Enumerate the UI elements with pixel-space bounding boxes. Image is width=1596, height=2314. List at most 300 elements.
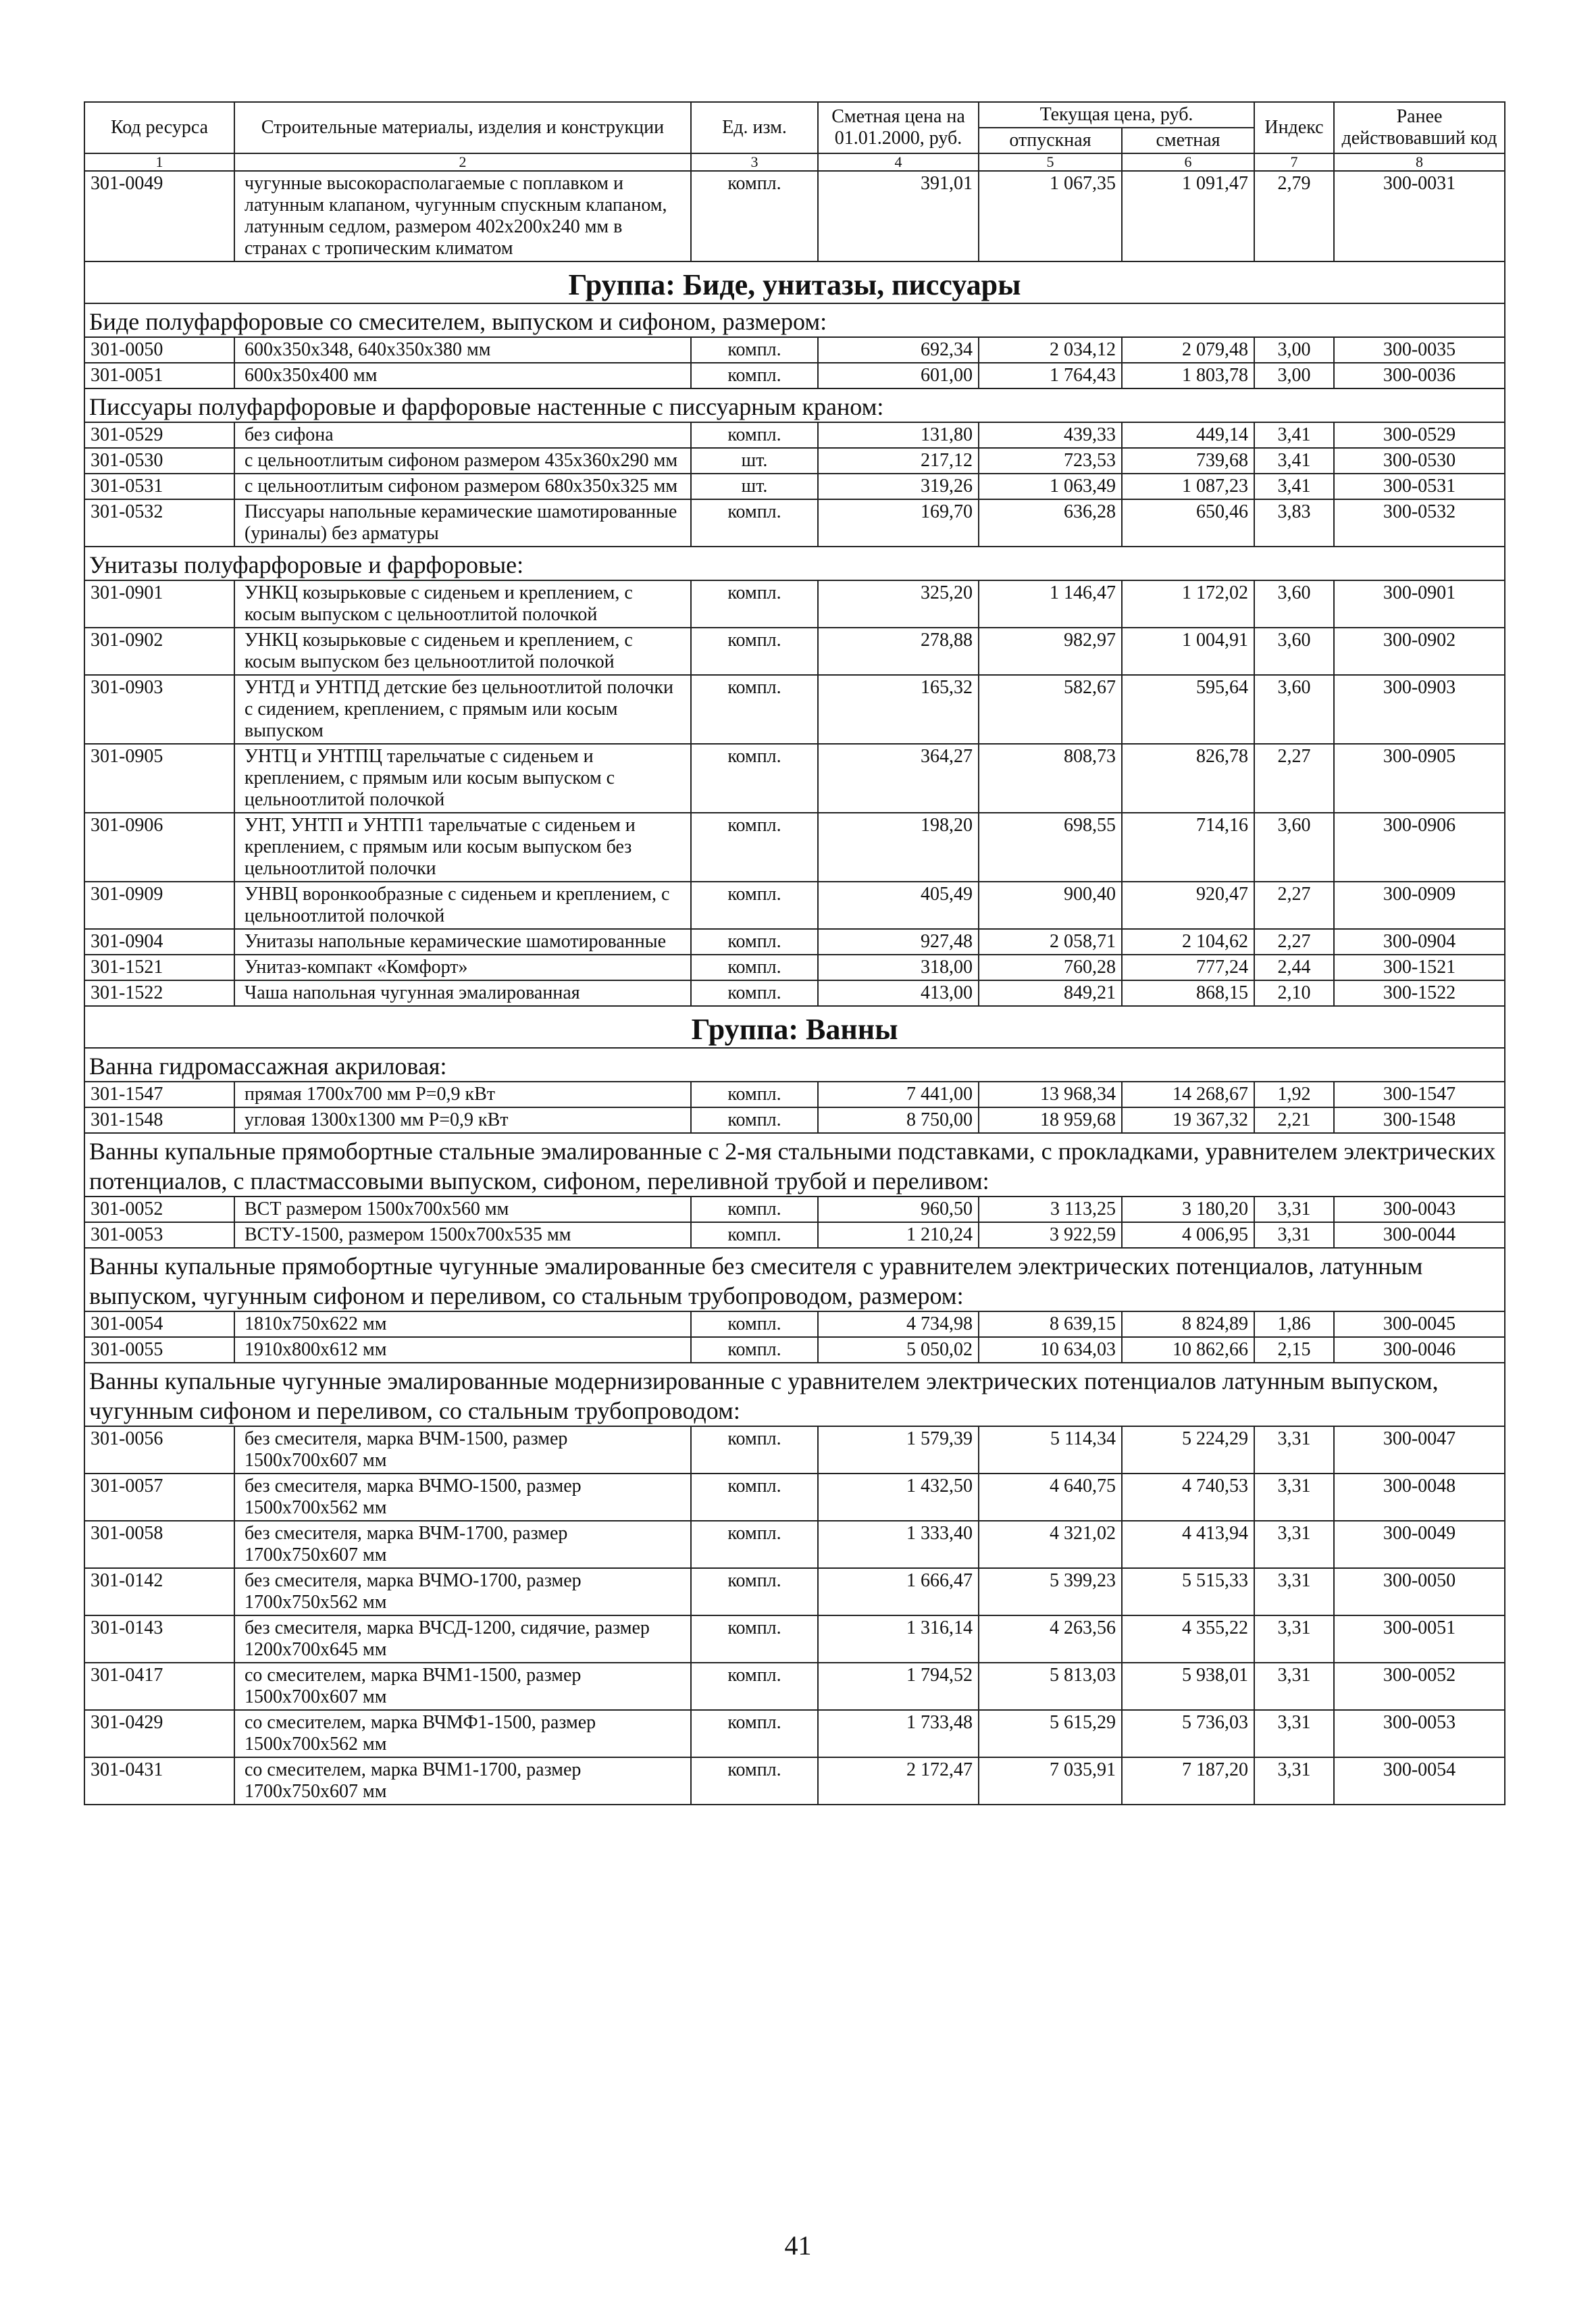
- header-materials: Строительные материалы, изделия и конструкции: [234, 102, 691, 153]
- release-price: 2 058,71: [979, 929, 1122, 955]
- unit-cell: шт.: [691, 448, 818, 474]
- estimate-price: 1 091,47: [1122, 171, 1254, 261]
- estimate-price: 19 367,32: [1122, 1107, 1254, 1133]
- resource-code: 301-0050: [84, 337, 234, 363]
- estimate-price-2000: 198,20: [818, 813, 979, 882]
- table-row: [84, 1082, 1505, 1107]
- estimate-price-2000: 278,88: [818, 628, 979, 675]
- subgroup-title-row: [84, 388, 1505, 422]
- resource-code: 301-1548: [84, 1107, 234, 1133]
- material-description: без смесителя, марка ВЧМО-1700, размер 1700х750х562 мм: [234, 1568, 691, 1615]
- estimate-price-2000: 131,80: [818, 422, 979, 448]
- estimate-price: 5 938,01: [1122, 1663, 1254, 1710]
- resource-code: 301-0531: [84, 474, 234, 499]
- estimate-price-2000: 1 794,52: [818, 1663, 979, 1710]
- previous-code: 300-0035: [1334, 337, 1505, 363]
- table-row: [84, 980, 1505, 1006]
- index-value: 3,60: [1254, 580, 1334, 628]
- resource-code: 301-0909: [84, 882, 234, 929]
- material-description: без смесителя, марка ВЧМО-1500, размер 1500х700х562 мм: [234, 1474, 691, 1521]
- resource-code: 301-0904: [84, 929, 234, 955]
- estimate-price: 4 006,95: [1122, 1222, 1254, 1248]
- estimate-price: 1 087,23: [1122, 474, 1254, 499]
- previous-code: 300-0904: [1334, 929, 1505, 955]
- estimate-price: 14 268,67: [1122, 1082, 1254, 1107]
- index-value: 2,10: [1254, 980, 1334, 1006]
- index-value: 3,31: [1254, 1710, 1334, 1757]
- table-row: [84, 744, 1505, 813]
- unit-cell: компл.: [691, 1311, 818, 1337]
- material-description: ВСТУ-1500, размером 1500х700х535 мм: [234, 1222, 691, 1248]
- material-description: с цельноотлитым сифоном размером 435х360х290 мм: [234, 448, 691, 474]
- table-row: [84, 882, 1505, 929]
- material-description: без смесителя, марка ВЧСД-1200, сидячие, размер 1200х700х645 мм: [234, 1615, 691, 1663]
- unit-cell: компл.: [691, 882, 818, 929]
- estimate-price: 650,46: [1122, 499, 1254, 547]
- resource-code: 301-1547: [84, 1082, 234, 1107]
- table-row: [84, 1615, 1505, 1663]
- index-value: 3,60: [1254, 628, 1334, 675]
- material-description: со смесителем, марка ВЧМФ1-1500, размер 1500х700х562 мм: [234, 1710, 691, 1757]
- material-description: Унитаз-компакт «Комфорт»: [234, 955, 691, 980]
- estimate-price: 10 862,66: [1122, 1337, 1254, 1363]
- material-description: без сифона: [234, 422, 691, 448]
- material-description: Унитазы напольные керамические шамотированные: [234, 929, 691, 955]
- index-value: 3,60: [1254, 675, 1334, 744]
- estimate-price: 8 824,89: [1122, 1311, 1254, 1337]
- index-value: 2,44: [1254, 955, 1334, 980]
- index-value: 2,27: [1254, 929, 1334, 955]
- column-number: 1: [84, 153, 234, 171]
- material-description: 1910х800х612 мм: [234, 1337, 691, 1363]
- material-description: Писсуары напольные керамические шамотированные (уриналы) без арматуры: [234, 499, 691, 547]
- previous-code: 300-0909: [1334, 882, 1505, 929]
- index-value: 1,86: [1254, 1311, 1334, 1337]
- resource-code: 301-0417: [84, 1663, 234, 1710]
- release-price: 808,73: [979, 744, 1122, 813]
- table-row: [84, 628, 1505, 675]
- release-price: 8 639,15: [979, 1311, 1122, 1337]
- subgroup-title-row: [84, 1133, 1505, 1197]
- previous-code: 300-0043: [1334, 1197, 1505, 1222]
- subgroup-title: Писсуары полуфарфоровые и фарфоровые настенные с писсуарным краном:: [84, 388, 1505, 422]
- unit-cell: компл.: [691, 422, 818, 448]
- previous-code: 300-1548: [1334, 1107, 1505, 1133]
- estimate-price-2000: 1 316,14: [818, 1615, 979, 1663]
- unit-cell: компл.: [691, 499, 818, 547]
- estimate-price-2000: 364,27: [818, 744, 979, 813]
- unit-cell: компл.: [691, 1426, 818, 1474]
- header-index: Индекс: [1254, 102, 1334, 153]
- release-price: 4 263,56: [979, 1615, 1122, 1663]
- column-numbers-row: [84, 153, 1505, 171]
- index-value: 3,31: [1254, 1615, 1334, 1663]
- resource-code: 301-0055: [84, 1337, 234, 1363]
- resource-code: 301-0142: [84, 1568, 234, 1615]
- table-row: [84, 1107, 1505, 1133]
- price-table-page: [84, 101, 1504, 1805]
- estimate-price: 4 413,94: [1122, 1521, 1254, 1568]
- previous-code: 300-0050: [1334, 1568, 1505, 1615]
- material-description: УНТЦ и УНТПЦ тарельчатые с сиденьем и креплением, с прямым или косым выпуском с цельноотлитой полочкой: [234, 744, 691, 813]
- header-current: Текущая цена, руб.: [979, 102, 1254, 128]
- group-title-row: [84, 261, 1505, 303]
- unit-cell: компл.: [691, 1615, 818, 1663]
- unit-cell: компл.: [691, 1107, 818, 1133]
- unit-cell: компл.: [691, 171, 818, 261]
- material-description: ВСТ размером 1500х700х560 мм: [234, 1197, 691, 1222]
- estimate-price: 1 172,02: [1122, 580, 1254, 628]
- estimate-price: 449,14: [1122, 422, 1254, 448]
- table-body: [84, 171, 1505, 1805]
- estimate-price: 4 355,22: [1122, 1615, 1254, 1663]
- resource-code: 301-0905: [84, 744, 234, 813]
- resource-code: 301-0530: [84, 448, 234, 474]
- unit-cell: компл.: [691, 955, 818, 980]
- index-value: 3,31: [1254, 1568, 1334, 1615]
- material-description: с цельноотлитым сифоном размером 680х350х325 мм: [234, 474, 691, 499]
- previous-code: 300-0046: [1334, 1337, 1505, 1363]
- release-price: 4 640,75: [979, 1474, 1122, 1521]
- group-title: Группа: Биде, унитазы, писсуары: [84, 261, 1505, 303]
- unit-cell: компл.: [691, 1663, 818, 1710]
- unit-cell: компл.: [691, 929, 818, 955]
- estimate-price-2000: 5 050,02: [818, 1337, 979, 1363]
- previous-code: 300-0529: [1334, 422, 1505, 448]
- previous-code: 300-0049: [1334, 1521, 1505, 1568]
- group-title-row: [84, 1006, 1505, 1048]
- release-price: 1 067,35: [979, 171, 1122, 261]
- estimate-price-2000: 927,48: [818, 929, 979, 955]
- unit-cell: компл.: [691, 580, 818, 628]
- release-price: 18 959,68: [979, 1107, 1122, 1133]
- material-description: УНТД и УНТПД детские без цельноотлитой полочки с сидением, креплением, с прямым или косым выпуском: [234, 675, 691, 744]
- price-table: [84, 101, 1505, 1805]
- release-price: 3 113,25: [979, 1197, 1122, 1222]
- index-value: 2,79: [1254, 171, 1334, 261]
- unit-cell: компл.: [691, 744, 818, 813]
- release-price: 1 146,47: [979, 580, 1122, 628]
- index-value: 2,21: [1254, 1107, 1334, 1133]
- estimate-price: 595,64: [1122, 675, 1254, 744]
- material-description: Чаша напольная чугунная эмалированная: [234, 980, 691, 1006]
- estimate-price-2000: 318,00: [818, 955, 979, 980]
- previous-code: 300-0902: [1334, 628, 1505, 675]
- subgroup-title-row: [84, 1048, 1505, 1082]
- table-row: [84, 929, 1505, 955]
- table-row: [84, 1663, 1505, 1710]
- release-price: 5 813,03: [979, 1663, 1122, 1710]
- table-row: [84, 337, 1505, 363]
- resource-code: 301-0057: [84, 1474, 234, 1521]
- release-price: 10 634,03: [979, 1337, 1122, 1363]
- resource-code: 301-0049: [84, 171, 234, 261]
- index-value: 1,92: [1254, 1082, 1334, 1107]
- previous-code: 300-1547: [1334, 1082, 1505, 1107]
- release-price: 439,33: [979, 422, 1122, 448]
- release-price: 5 399,23: [979, 1568, 1122, 1615]
- column-number: 5: [979, 153, 1122, 171]
- index-value: 3,31: [1254, 1426, 1334, 1474]
- estimate-price: 1 803,78: [1122, 363, 1254, 388]
- previous-code: 300-0031: [1334, 171, 1505, 261]
- table-row: [84, 675, 1505, 744]
- release-price: 760,28: [979, 955, 1122, 980]
- estimate-price-2000: 1 210,24: [818, 1222, 979, 1248]
- unit-cell: компл.: [691, 813, 818, 882]
- resource-code: 301-0053: [84, 1222, 234, 1248]
- estimate-price-2000: 2 172,47: [818, 1757, 979, 1805]
- table-row: [84, 1337, 1505, 1363]
- index-value: 3,31: [1254, 1222, 1334, 1248]
- estimate-price: 2 104,62: [1122, 929, 1254, 955]
- index-value: 2,15: [1254, 1337, 1334, 1363]
- index-value: 3,41: [1254, 474, 1334, 499]
- material-description: 600х350х348, 640х350х380 мм: [234, 337, 691, 363]
- subgroup-title: Унитазы полуфарфоровые и фарфоровые:: [84, 547, 1505, 580]
- unit-cell: компл.: [691, 363, 818, 388]
- estimate-price: 777,24: [1122, 955, 1254, 980]
- table-row: [84, 474, 1505, 499]
- estimate-price: 1 004,91: [1122, 628, 1254, 675]
- previous-code: 300-0531: [1334, 474, 1505, 499]
- header-est-price: Сметная цена на 01.01.2000, руб.: [818, 102, 979, 153]
- estimate-price-2000: 217,12: [818, 448, 979, 474]
- table-row: [84, 1222, 1505, 1248]
- table-row: [84, 1426, 1505, 1474]
- previous-code: 300-0901: [1334, 580, 1505, 628]
- resource-code: 301-0429: [84, 1710, 234, 1757]
- material-description: УНВЦ воронкообразные с сиденьем и креплением, с цельноотлитой полочкой: [234, 882, 691, 929]
- table-row: [84, 955, 1505, 980]
- table-row: [84, 422, 1505, 448]
- index-value: 3,00: [1254, 337, 1334, 363]
- previous-code: 300-0045: [1334, 1311, 1505, 1337]
- release-price: 13 968,34: [979, 1082, 1122, 1107]
- index-value: 3,60: [1254, 813, 1334, 882]
- index-value: 2,27: [1254, 882, 1334, 929]
- resource-code: 301-1522: [84, 980, 234, 1006]
- release-price: 5 615,29: [979, 1710, 1122, 1757]
- estimate-price: 5 515,33: [1122, 1568, 1254, 1615]
- column-number: 2: [234, 153, 691, 171]
- material-description: УНКЦ козырьковые с сиденьем и креплением, с косым выпуском без цельноотлитой полочкой: [234, 628, 691, 675]
- previous-code: 300-0047: [1334, 1426, 1505, 1474]
- subgroup-title: Ванны купальные прямобортные стальные эмалированные с 2-мя стальными подставками, с прокладками, уравнителем электрических потенциалов, с пластмассовыми выпуском, сифоном, переливной трубой и переливом:: [84, 1133, 1505, 1197]
- index-value: 3,41: [1254, 448, 1334, 474]
- table-row: [84, 1710, 1505, 1757]
- index-value: 3,00: [1254, 363, 1334, 388]
- resource-code: 301-0901: [84, 580, 234, 628]
- subgroup-title: Биде полуфарфоровые со смесителем, выпуском и сифоном, размером:: [84, 303, 1505, 337]
- material-description: прямая 1700х700 мм Р=0,9 кВт: [234, 1082, 691, 1107]
- table-row: [84, 1311, 1505, 1337]
- group-title: Группа: Ванны: [84, 1006, 1505, 1048]
- previous-code: 300-0905: [1334, 744, 1505, 813]
- estimate-price: 2 079,48: [1122, 337, 1254, 363]
- release-price: 698,55: [979, 813, 1122, 882]
- unit-cell: шт.: [691, 474, 818, 499]
- index-value: 3,83: [1254, 499, 1334, 547]
- resource-code: 301-0051: [84, 363, 234, 388]
- table-row: [84, 363, 1505, 388]
- previous-code: 300-0053: [1334, 1710, 1505, 1757]
- table-row: [84, 1568, 1505, 1615]
- previous-code: 300-0048: [1334, 1474, 1505, 1521]
- resource-code: 301-0143: [84, 1615, 234, 1663]
- table-row: [84, 813, 1505, 882]
- header-estimate: сметная: [1122, 128, 1254, 153]
- resource-code: 301-0056: [84, 1426, 234, 1474]
- release-price: 3 922,59: [979, 1222, 1122, 1248]
- material-description: чугунные высокорасполагаемые с поплавком и латунным клапаном, чугунным спускным клапаном, латунным седлом, размером 402х200х240 мм в странах с тропическим климатом: [234, 171, 691, 261]
- unit-cell: компл.: [691, 337, 818, 363]
- index-value: 2,27: [1254, 744, 1334, 813]
- column-number: 3: [691, 153, 818, 171]
- estimate-price-2000: 391,01: [818, 171, 979, 261]
- estimate-price-2000: 165,32: [818, 675, 979, 744]
- resource-code: 301-0902: [84, 628, 234, 675]
- index-value: 3,41: [1254, 422, 1334, 448]
- previous-code: 300-1522: [1334, 980, 1505, 1006]
- material-description: угловая 1300х1300 мм Р=0,9 кВт: [234, 1107, 691, 1133]
- material-description: 600х350х400 мм: [234, 363, 691, 388]
- release-price: 900,40: [979, 882, 1122, 929]
- unit-cell: компл.: [691, 1710, 818, 1757]
- release-price: 582,67: [979, 675, 1122, 744]
- estimate-price-2000: 413,00: [818, 980, 979, 1006]
- estimate-price-2000: 8 750,00: [818, 1107, 979, 1133]
- estimate-price: 5 736,03: [1122, 1710, 1254, 1757]
- resource-code: 301-0903: [84, 675, 234, 744]
- estimate-price: 3 180,20: [1122, 1197, 1254, 1222]
- previous-code: 300-0044: [1334, 1222, 1505, 1248]
- table-row: [84, 1197, 1505, 1222]
- release-price: 2 034,12: [979, 337, 1122, 363]
- unit-cell: компл.: [691, 675, 818, 744]
- estimate-price-2000: 1 579,39: [818, 1426, 979, 1474]
- estimate-price-2000: 601,00: [818, 363, 979, 388]
- index-value: 3,31: [1254, 1474, 1334, 1521]
- unit-cell: компл.: [691, 1082, 818, 1107]
- previous-code: 300-0052: [1334, 1663, 1505, 1710]
- previous-code: 300-0530: [1334, 448, 1505, 474]
- header-prev-code: Ранее действовавший код: [1334, 102, 1505, 153]
- estimate-price-2000: 1 733,48: [818, 1710, 979, 1757]
- subgroup-title-row: [84, 1363, 1505, 1426]
- release-price: 1 764,43: [979, 363, 1122, 388]
- subgroup-title: Ванны купальные прямобортные чугунные эмалированные без смесителя с уравнителем электрических потенциалов, латунным выпуском, чугунным сифоном и переливом, со стальным трубопроводом, размером:: [84, 1248, 1505, 1311]
- table-row: [84, 580, 1505, 628]
- estimate-price-2000: 325,20: [818, 580, 979, 628]
- column-number: 4: [818, 153, 979, 171]
- estimate-price-2000: 960,50: [818, 1197, 979, 1222]
- unit-cell: компл.: [691, 1474, 818, 1521]
- release-price: 723,53: [979, 448, 1122, 474]
- subgroup-title-row: [84, 303, 1505, 337]
- previous-code: 300-0036: [1334, 363, 1505, 388]
- release-price: 636,28: [979, 499, 1122, 547]
- resource-code: 301-0052: [84, 1197, 234, 1222]
- release-price: 1 063,49: [979, 474, 1122, 499]
- header-unit: Ед. изм.: [691, 102, 818, 153]
- estimate-price-2000: 319,26: [818, 474, 979, 499]
- resource-code: 301-0054: [84, 1311, 234, 1337]
- estimate-price-2000: 1 432,50: [818, 1474, 979, 1521]
- estimate-price-2000: 4 734,98: [818, 1311, 979, 1337]
- subgroup-title-row: [84, 547, 1505, 580]
- release-price: 982,97: [979, 628, 1122, 675]
- table-row: [84, 171, 1505, 261]
- table-row: [84, 1521, 1505, 1568]
- unit-cell: компл.: [691, 1568, 818, 1615]
- subgroup-title-row: [84, 1248, 1505, 1311]
- release-price: 4 321,02: [979, 1521, 1122, 1568]
- column-number: 6: [1122, 153, 1254, 171]
- unit-cell: компл.: [691, 1337, 818, 1363]
- estimate-price: 714,16: [1122, 813, 1254, 882]
- resource-code: 301-0058: [84, 1521, 234, 1568]
- unit-cell: компл.: [691, 1222, 818, 1248]
- material-description: 1810х750х622 мм: [234, 1311, 691, 1337]
- table-row: [84, 448, 1505, 474]
- estimate-price: 5 224,29: [1122, 1426, 1254, 1474]
- estimate-price: 7 187,20: [1122, 1757, 1254, 1805]
- estimate-price-2000: 7 441,00: [818, 1082, 979, 1107]
- table-row: [84, 1474, 1505, 1521]
- estimate-price: 868,15: [1122, 980, 1254, 1006]
- index-value: 3,31: [1254, 1521, 1334, 1568]
- release-price: 849,21: [979, 980, 1122, 1006]
- unit-cell: компл.: [691, 980, 818, 1006]
- material-description: без смесителя, марка ВЧМ-1700, размер 1700х750х607 мм: [234, 1521, 691, 1568]
- page-number: 41: [784, 2230, 812, 2261]
- previous-code: 300-0906: [1334, 813, 1505, 882]
- material-description: УНКЦ козырьковые с сиденьем и креплением, с косым выпуском с цельноотлитой полочкой: [234, 580, 691, 628]
- material-description: без смесителя, марка ВЧМ-1500, размер 1500х700х607 мм: [234, 1426, 691, 1474]
- header-code: Код ресурса: [84, 102, 234, 153]
- estimate-price-2000: 169,70: [818, 499, 979, 547]
- previous-code: 300-0532: [1334, 499, 1505, 547]
- resource-code: 301-0906: [84, 813, 234, 882]
- resource-code: 301-0431: [84, 1757, 234, 1805]
- unit-cell: компл.: [691, 1757, 818, 1805]
- material-description: со смесителем, марка ВЧМ1-1500, размер 1500х700х607 мм: [234, 1663, 691, 1710]
- estimate-price-2000: 1 666,47: [818, 1568, 979, 1615]
- previous-code: 300-0051: [1334, 1615, 1505, 1663]
- index-value: 3,31: [1254, 1197, 1334, 1222]
- previous-code: 300-0054: [1334, 1757, 1505, 1805]
- table-row: [84, 1757, 1505, 1805]
- subgroup-title: Ванна гидромассажная акриловая:: [84, 1048, 1505, 1082]
- column-number: 7: [1254, 153, 1334, 171]
- estimate-price-2000: 692,34: [818, 337, 979, 363]
- subgroup-title: Ванны купальные чугунные эмалированные модернизированные с уравнителем электрических потенциалов латунным выпуском, чугунным сифоном и переливом, со стальным трубопроводом:: [84, 1363, 1505, 1426]
- estimate-price: 826,78: [1122, 744, 1254, 813]
- unit-cell: компл.: [691, 1521, 818, 1568]
- unit-cell: компл.: [691, 1197, 818, 1222]
- estimate-price: 920,47: [1122, 882, 1254, 929]
- table-row: [84, 499, 1505, 547]
- estimate-price: 4 740,53: [1122, 1474, 1254, 1521]
- estimate-price-2000: 405,49: [818, 882, 979, 929]
- resource-code: 301-0532: [84, 499, 234, 547]
- resource-code: 301-0529: [84, 422, 234, 448]
- material-description: УНТ, УНТП и УНТП1 тарельчатые с сиденьем и креплением, с прямым или косым выпуском без цельноотлитой полочки: [234, 813, 691, 882]
- index-value: 3,31: [1254, 1757, 1334, 1805]
- column-number: 8: [1334, 153, 1505, 171]
- previous-code: 300-0903: [1334, 675, 1505, 744]
